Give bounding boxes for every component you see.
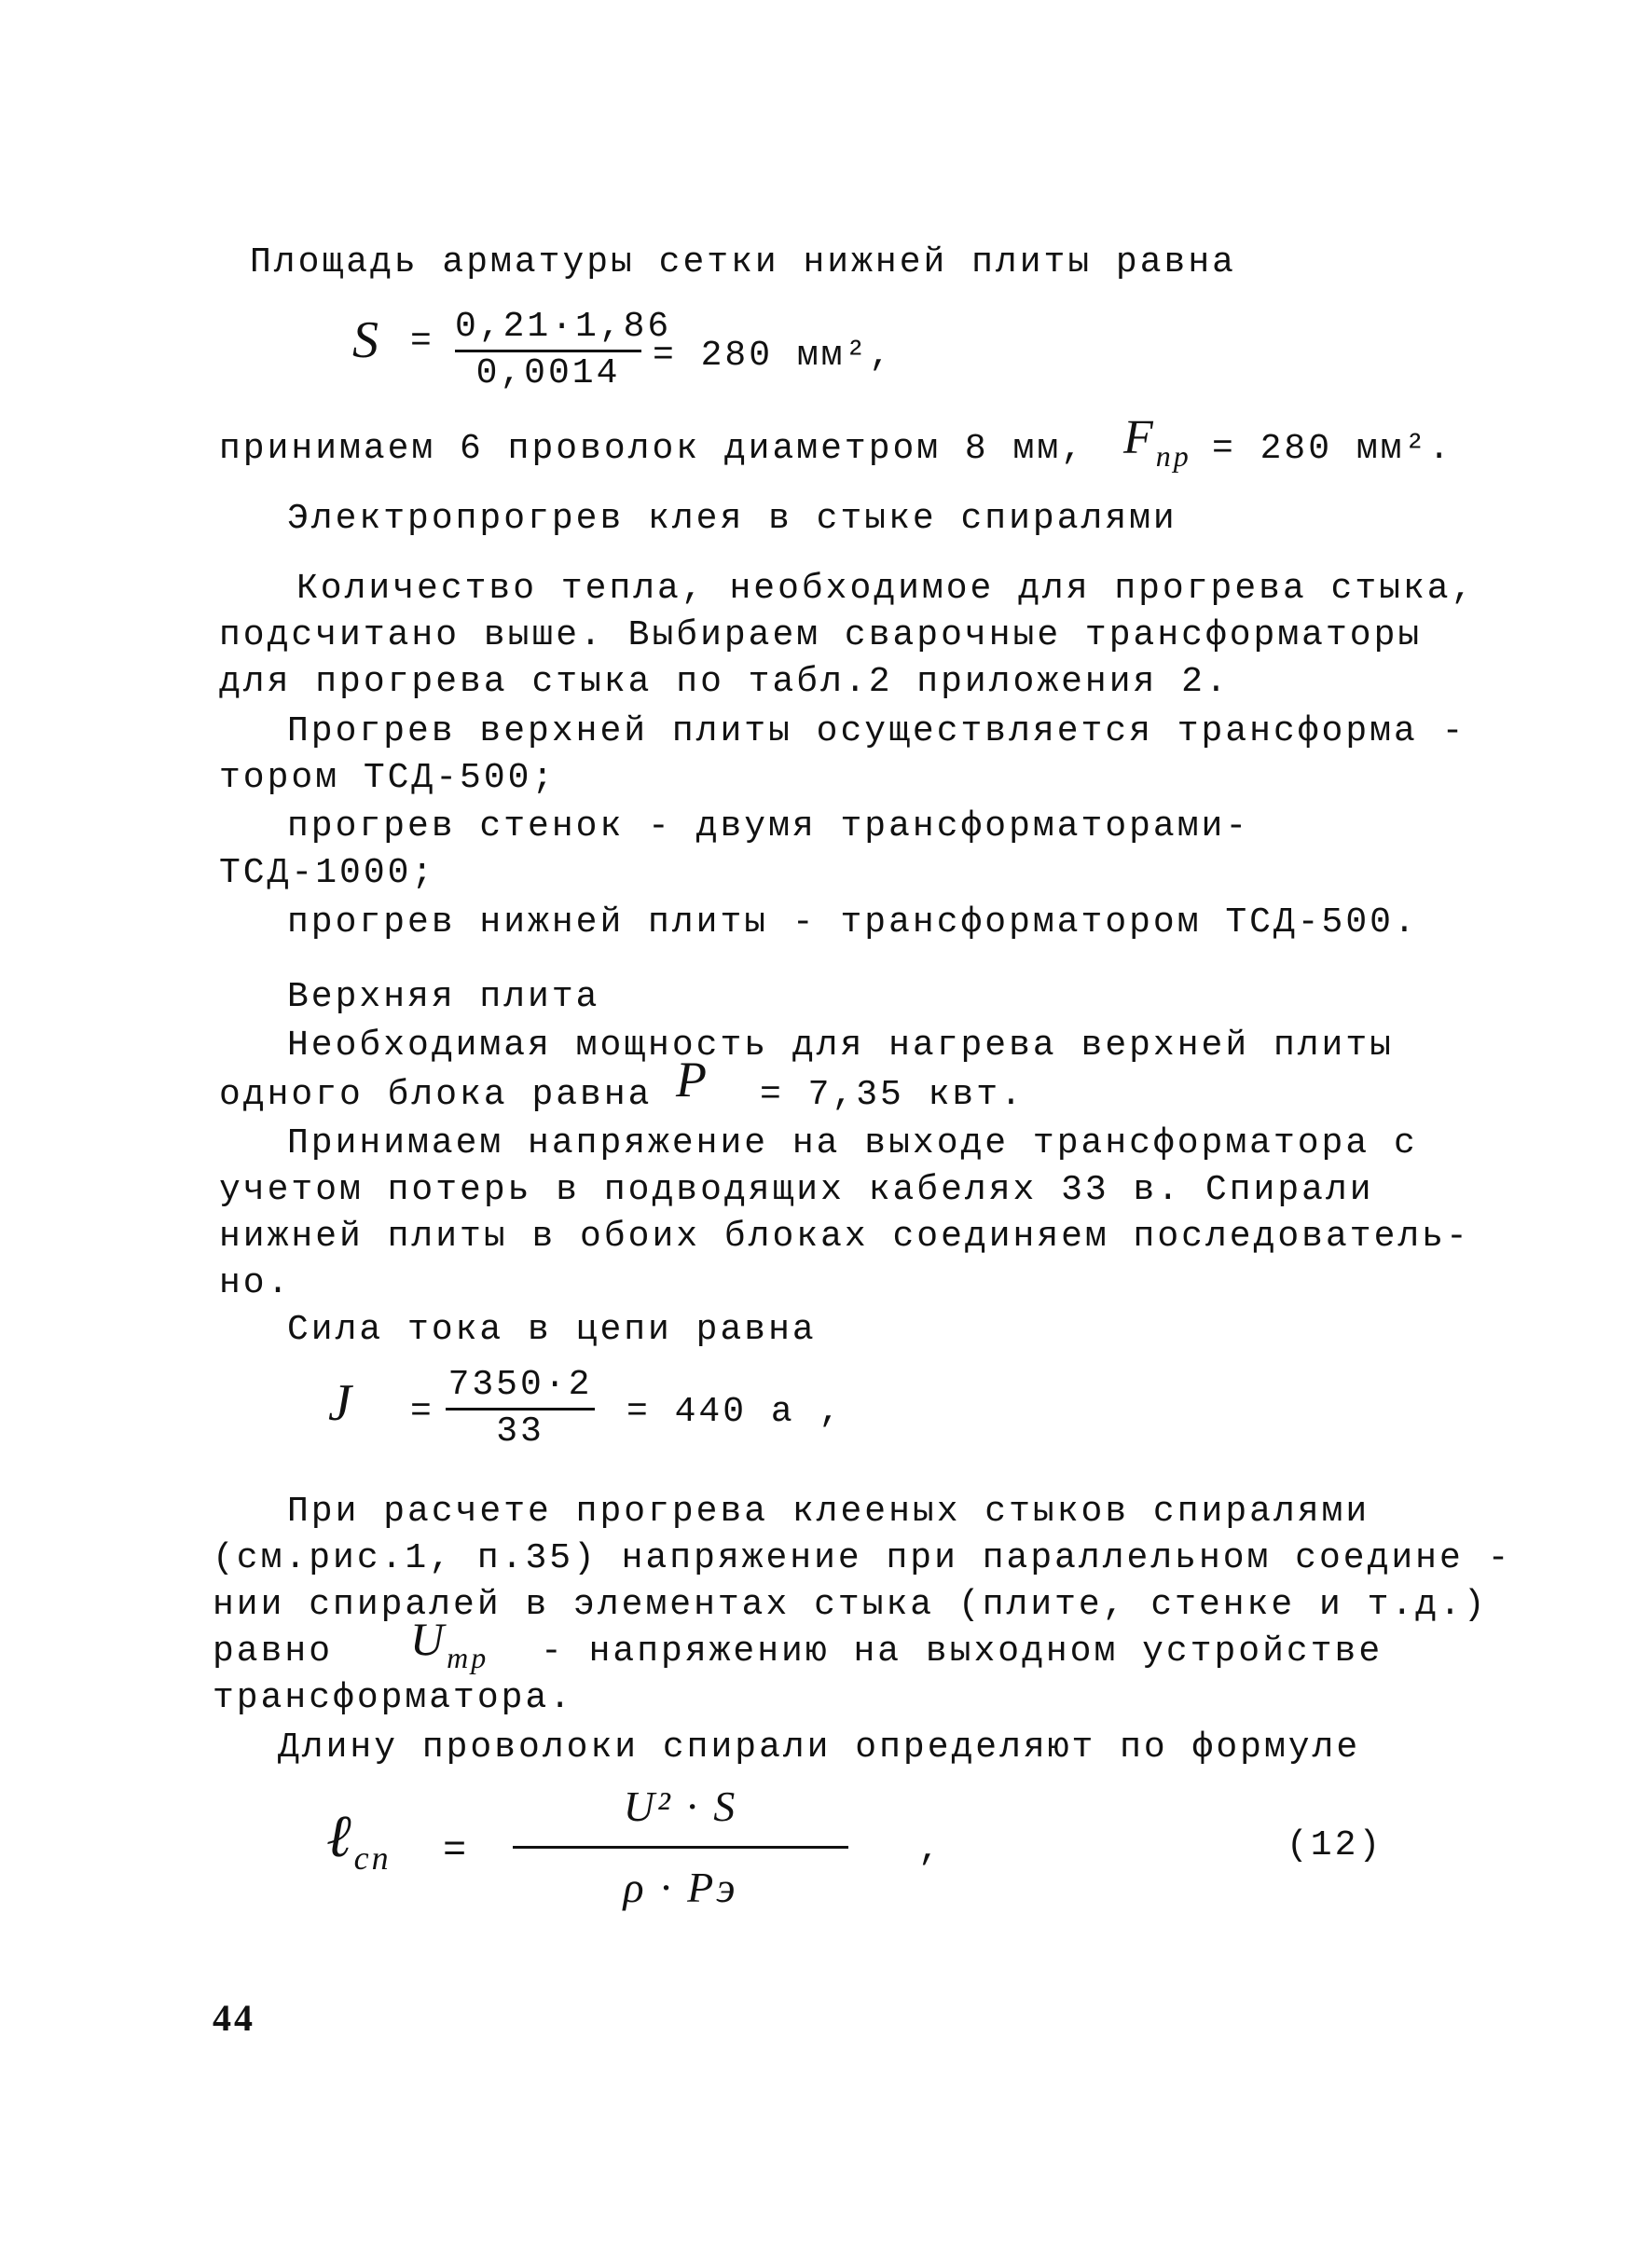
equals-sign: = [410, 1392, 434, 1432]
text-line: прогрев нижней плиты - трансформатором ТСД-500. [287, 902, 1418, 943]
power-symbol: P [676, 1052, 709, 1108]
page-number: 44 [213, 1997, 255, 2039]
text-line: одного блока равна [219, 1075, 653, 1115]
area-symbol: S [352, 311, 381, 369]
area-numerator: 0,21·1,86 [455, 307, 672, 347]
current-symbol: J [328, 1374, 354, 1432]
fpr-symbol: $F_{пр}$ [1123, 411, 1191, 473]
text-line: трансформатора. [213, 1678, 574, 1718]
equals-sign: = [410, 322, 434, 362]
formula-12-denominator: ρ · Pэ [623, 1864, 738, 1911]
utr-symbol: $U_{тр}$ [410, 1613, 489, 1674]
text-line: для прогрева стыка по табл.2 приложения 2. [219, 662, 1230, 702]
formula-12-numerator: U² · S [623, 1782, 738, 1830]
formula-12-fraction [513, 1771, 848, 1930]
text-line: Принимаем напряжение на выходе трансформатора с [287, 1123, 1418, 1163]
text-line: Количество тепла, необходимое для прогрева стыка, [296, 569, 1476, 609]
text-line: При расчете прогрева клееных стыков спиралями [287, 1492, 1370, 1532]
text-line: (см.рис.1, п.35) напряжение при параллельном соедине - [213, 1538, 1512, 1578]
text-line: нижней плиты в обоих блоках соединяем последователь- [219, 1217, 1470, 1257]
text-line: Сила тока в цепи равна [287, 1310, 817, 1350]
text-line: Площадь арматуры сетки нижней плиты равна [250, 242, 1236, 282]
power-value: = 7,35 квт. [760, 1075, 1025, 1115]
area-result: = 280 мм², [653, 336, 894, 376]
text-line: - напряжению на выходном устройстве [541, 1631, 1384, 1672]
text-line: принимаем 6 проволок диаметром 8 мм, [219, 429, 1085, 469]
current-result: = 440 а , [626, 1392, 844, 1432]
text-line: ТСД-1000; [219, 853, 436, 893]
text-line: подсчитано выше. Выбираем сварочные трансформаторы [219, 615, 1423, 655]
section-heading: Электропрогрев клея в стыке спиралями [287, 499, 1177, 539]
text-line: тором ТСД-500; [219, 758, 557, 798]
text-line: но. [219, 1263, 292, 1303]
current-denominator: 33 [496, 1411, 544, 1452]
area-denominator: 0,0014 [475, 353, 621, 393]
lsp-symbol: ℓ$_{сп}$ [326, 1803, 392, 1877]
formula-12-comma: , [918, 1830, 943, 1870]
current-numerator: 7350·2 [447, 1365, 593, 1405]
equals-sign: = [443, 1828, 470, 1873]
equation-number: (12) [1287, 1825, 1384, 1865]
text-line: Необходимая мощность для нагрева верхней плиты [287, 1025, 1394, 1066]
subsection-heading: Верхняя плита [287, 977, 600, 1017]
text-line: равно [213, 1631, 334, 1672]
text-line: прогрев стенок - двумя трансформаторами- [287, 806, 1250, 846]
text-line: Длину проволоки спирали определяют по формуле [278, 1727, 1361, 1768]
text-line: учетом потерь в подводящих кабелях 33 в. Спирали [219, 1170, 1374, 1210]
current-fraction [446, 1356, 595, 1450]
text-line: нии спиралей в элементах стыка (плите, стенке и т.д.) [213, 1585, 1488, 1625]
fraction-bar [513, 1846, 848, 1849]
fpr-value: = 280 мм². [1212, 429, 1453, 469]
text-line: Прогрев верхней плиты осуществляется трансформа - [287, 711, 1466, 751]
area-fraction [455, 298, 672, 393]
